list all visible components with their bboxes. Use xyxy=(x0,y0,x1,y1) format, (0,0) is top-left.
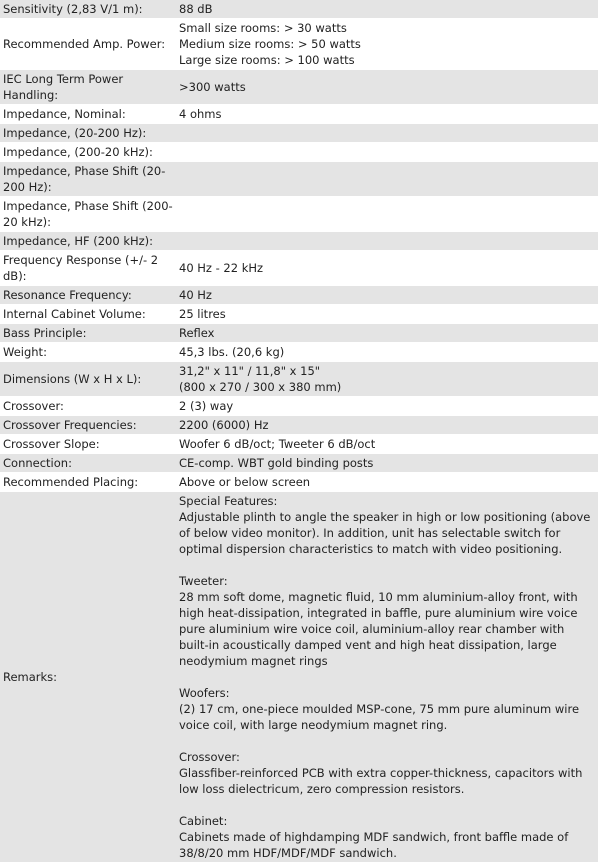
spec-label: Frequency Response (+/- 2 dB): xyxy=(0,251,175,286)
spec-value-line: 2 (3) way xyxy=(179,399,234,413)
remarks-heading: Tweeter: xyxy=(179,574,228,588)
spec-row xyxy=(0,143,598,162)
spec-value xyxy=(175,124,598,143)
spec-label: Sensitivity (2,83 V/1 m): xyxy=(0,0,175,19)
spec-value xyxy=(175,397,598,416)
remarks-label: Remarks: xyxy=(0,492,175,863)
spec-row xyxy=(0,19,598,70)
spec-label: Impedance, (200-20 kHz): xyxy=(0,143,175,162)
remarks-heading: Woofers: xyxy=(179,686,230,700)
remarks-text: Glassfiber-reinforced PCB with extra copper-thickness, capacitors with low loss dielectricum, zero compression resistors. xyxy=(179,766,583,796)
spec-value xyxy=(175,70,598,105)
spec-label: Crossover: xyxy=(0,397,175,416)
spec-row xyxy=(0,416,598,435)
spec-label: Impedance, HF (200 kHz): xyxy=(0,232,175,251)
spec-label: Impedance, Phase Shift (20-200 Hz): xyxy=(0,162,175,197)
spec-value-line: Large size rooms: > 100 watts xyxy=(179,53,355,67)
spec-row xyxy=(0,286,598,305)
spec-value-line: 31,2" x 11" / 11,8" x 15" xyxy=(179,364,321,378)
spec-row xyxy=(0,124,598,143)
spec-label: Impedance, (20-200 Hz): xyxy=(0,124,175,143)
spec-value-line: 40 Hz xyxy=(179,288,212,302)
spec-value xyxy=(175,143,598,162)
spec-value xyxy=(175,232,598,251)
spec-row xyxy=(0,397,598,416)
spec-value-line: (800 x 270 / 300 x 380 mm) xyxy=(179,380,342,394)
spec-value-line: 2200 (6000) Hz xyxy=(179,418,269,432)
spec-value xyxy=(175,362,598,397)
spec-value xyxy=(175,473,598,492)
spec-row xyxy=(0,473,598,492)
spec-value-line xyxy=(179,144,596,160)
spec-label: Connection: xyxy=(0,454,175,473)
spec-row xyxy=(0,70,598,105)
spec-label: Weight: xyxy=(0,343,175,362)
spec-row xyxy=(0,362,598,397)
spec-label: Recommended Amp. Power: xyxy=(0,19,175,70)
remarks-text: Cabinets made of highdamping MDF sandwich, front baffle made of 38/8/20 mm HDF/MDF/MDF sandwich. xyxy=(179,830,569,860)
spec-row xyxy=(0,343,598,362)
spec-value-line xyxy=(179,233,596,249)
spec-value-line: 25 litres xyxy=(179,307,226,321)
spec-value xyxy=(175,19,598,70)
spec-value-line: 45,3 lbs. (20,6 kg) xyxy=(179,345,285,359)
remarks-heading: Crossover: xyxy=(179,750,240,764)
spec-label: Internal Cabinet Volume: xyxy=(0,305,175,324)
spec-value xyxy=(175,286,598,305)
spec-row xyxy=(0,197,598,232)
spec-value-line: Small size rooms: > 30 watts xyxy=(179,21,347,35)
spec-label: Crossover Frequencies: xyxy=(0,416,175,435)
spec-value-line: Reflex xyxy=(179,326,215,340)
spec-value-line: Medium size rooms: > 50 watts xyxy=(179,37,361,51)
spec-label: Impedance, Nominal: xyxy=(0,105,175,124)
remarks-text: 28 mm soft dome, magnetic fluid, 10 mm aluminium-alloy front, with high heat-dissipation, integrated in baffle, pure aluminium wire voice pure aluminium wire voice coil, aluminium-alloy rear chamber with built-in acoustically damped vent and high heat dissipation, large neodymium magnet rings xyxy=(179,590,578,668)
spec-row xyxy=(0,232,598,251)
spec-value xyxy=(175,197,598,232)
spec-value xyxy=(175,305,598,324)
remarks-heading: Special Features: xyxy=(179,494,278,508)
spec-value-line xyxy=(179,171,596,187)
remarks-heading: Cabinet: xyxy=(179,814,228,828)
spec-label: Impedance, Phase Shift (200-20 kHz): xyxy=(0,197,175,232)
spec-value-line: 88 dB xyxy=(179,2,213,16)
spec-label: Bass Principle: xyxy=(0,324,175,343)
spec-value xyxy=(175,435,598,454)
spec-value xyxy=(175,0,598,19)
spec-value xyxy=(175,324,598,343)
spec-value xyxy=(175,162,598,197)
spec-row xyxy=(0,324,598,343)
spec-value-line xyxy=(179,206,596,222)
remarks-row xyxy=(0,492,598,863)
remarks-text: (2) 17 cm, one-piece moulded MSP-cone, 75 mm pure aluminum wire voice coil, with large neodymium magnet ring. xyxy=(179,702,580,732)
spec-row xyxy=(0,454,598,473)
spec-label: Crossover Slope: xyxy=(0,435,175,454)
spec-row xyxy=(0,435,598,454)
spec-value-line: Woofer 6 dB/oct; Tweeter 6 dB/oct xyxy=(179,437,376,451)
spec-label: Recommended Placing: xyxy=(0,473,175,492)
spec-label: Resonance Frequency: xyxy=(0,286,175,305)
spec-value xyxy=(175,416,598,435)
spec-row xyxy=(0,0,598,19)
spec-row xyxy=(0,251,598,286)
spec-value-line: Above or below screen xyxy=(179,475,311,489)
spec-label: Dimensions (W x H x L): xyxy=(0,362,175,397)
spec-value-line: 4 ohms xyxy=(179,107,222,121)
spec-value-line: CE-comp. WBT gold binding posts xyxy=(179,456,374,470)
spec-value xyxy=(175,105,598,124)
spec-row xyxy=(0,305,598,324)
remarks-value xyxy=(175,492,598,863)
spec-label: IEC Long Term Power Handling: xyxy=(0,70,175,105)
spec-value xyxy=(175,343,598,362)
spec-value-line xyxy=(179,125,596,141)
spec-value xyxy=(175,251,598,286)
spec-value-line: 40 Hz - 22 kHz xyxy=(179,261,264,275)
spec-row xyxy=(0,105,598,124)
spec-value xyxy=(175,454,598,473)
spec-row xyxy=(0,162,598,197)
spec-value-line: >300 watts xyxy=(179,80,246,94)
remarks-text: Adjustable plinth to angle the speaker in high or low positioning (above of below video monitor). In addition, unit has selectable switch for optimal dispersion characteristics to match with video positioning. xyxy=(179,510,591,556)
